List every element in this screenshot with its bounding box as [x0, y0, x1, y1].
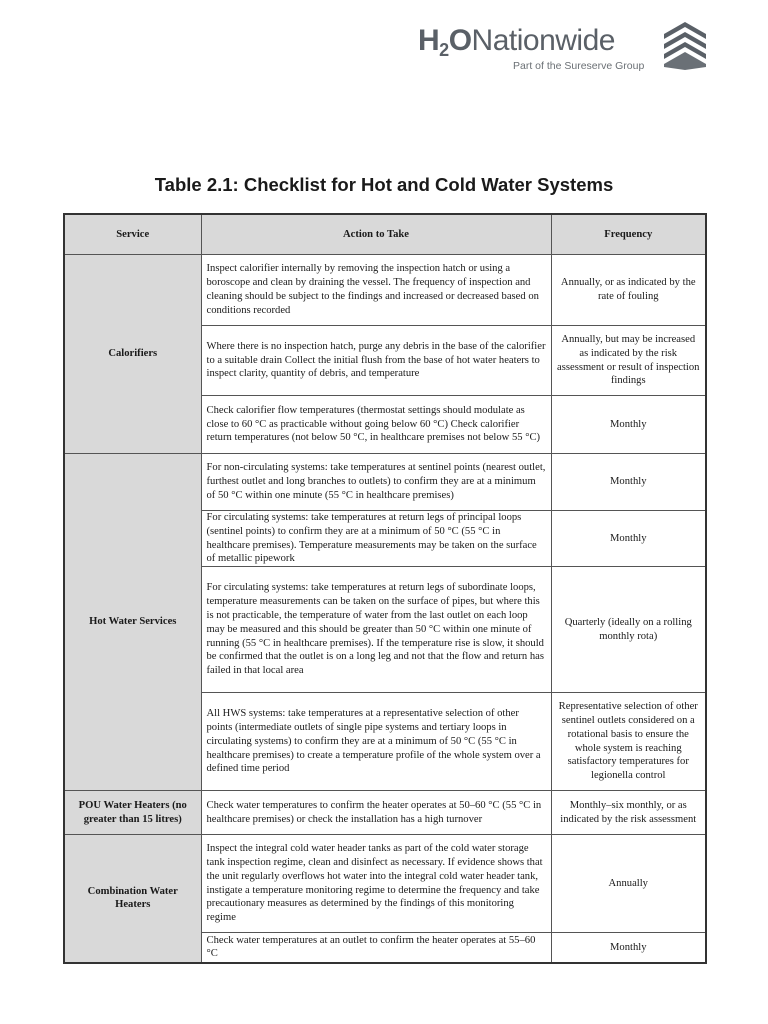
frequency-cell: Monthly: [551, 396, 706, 454]
action-cell: Check water temperatures at an outlet to confirm the heater operates at 55–60 °C: [201, 933, 551, 963]
frequency-cell: Monthly: [551, 511, 706, 567]
action-cell: For non-circulating systems: take temperatures at sentinel points (nearest outlet, furthest outlet and long branches to outlets) to confirm they are at a minimum of 50 °C within one minute (55 °C in healthcare premises): [201, 454, 551, 511]
frequency-cell: Monthly: [551, 933, 706, 963]
frequency-cell: Annually, or as indicated by the rate of fouling: [551, 255, 706, 326]
logo-subscript-2: 2: [439, 40, 449, 60]
logo-nationwide: Nationwide: [471, 24, 615, 57]
action-cell: For circulating systems: take temperatures at return legs of principal loops (sentinel points) to confirm they are at a minimum of 50 °C (55 °C in healthcare premises). Temperature measurements may be taken on the surface of metallic pipework: [201, 511, 551, 567]
table-row: [64, 791, 706, 835]
action-cell: Inspect the integral cold water header tanks as part of the cold water storage tank inspection regime, clean and disinfect as necessary. If evidence shows that the unit regularly overflows hot water into the integral cold water header tank, instigate a temperature monitoring regime to determine the frequency and take precautionary measures as determined by the findings of this monitoring regime: [201, 835, 551, 933]
checklist-table: [63, 213, 707, 964]
logo-o: O: [448, 24, 472, 57]
frequency-cell: Monthly: [551, 454, 706, 511]
frequency-cell: Annually: [551, 835, 706, 933]
action-cell: Where there is no inspection hatch, purge any debris in the base of the calorifier to a suitable drain Collect the initial flush from the base of hot water heaters to inspect clarity, quantity of debris, and temperature: [201, 326, 551, 396]
frequency-cell: Monthly–six monthly, or as indicated by the risk assessment: [551, 791, 706, 835]
logo-h: H: [418, 24, 440, 57]
frequency-cell: Representative selection of other sentinel outlets considered on a rotational basis to ensure the whole system is reaching satisfactory temperatures for legionella control: [551, 693, 706, 791]
frequency-cell: Quarterly (ideally on a rolling monthly rota): [551, 567, 706, 693]
table-row: [64, 835, 706, 933]
frequency-cell: Annually, but may be increased as indicated by the risk assessment or result of inspection findings: [551, 326, 706, 396]
header-action: Action to Take: [201, 214, 551, 255]
table-row: [64, 255, 706, 326]
table-title: Table 2.1: Checklist for Hot and Cold Water Systems: [154, 174, 614, 195]
header-service: Service: [64, 214, 201, 255]
action-cell: For circulating systems: take temperatures at return legs of subordinate loops, temperature measurements can be taken on the surface of pipes, but where this is not practicable, the temperature of water from the last outlet on each loop may be measured and this should be greater than 50 °C within one minute of running (55 °C in healthcare premises). If the temperature rise is slow, it should be confirmed that the outlet is on a long leg and not that the flow and return has failed in that local area: [201, 567, 551, 693]
logo-mark-icon: [664, 22, 706, 70]
service-combination: Combination Water Heaters: [64, 835, 201, 963]
action-cell: Check water temperatures to confirm the heater operates at 50–60 °C (55 °C in healthcare premises) or check the installation has a high turnover: [201, 791, 551, 835]
table-row: [64, 454, 706, 511]
logo-tagline: Part of the Sureserve Group: [513, 60, 645, 72]
header-frequency: Frequency: [551, 214, 706, 255]
table-header-row: [64, 214, 706, 255]
action-cell: Check calorifier flow temperatures (thermostat settings should modulate as close to 60 °C as practicable without going below 60 °C) Check calorifier return temperatures (not below 50 °C, in healthcare premises not below 55 °C): [201, 396, 551, 454]
service-hot-water: Hot Water Services: [64, 454, 201, 791]
action-cell: All HWS systems: take temperatures at a representative selection of other points (intermediate outlets of single pipe systems and tertiary loops in circulating systems) to confirm they are at a minimum of 50 °C (55 °C in healthcare premises) to create a temperature profile of the whole system over a defined time period: [201, 693, 551, 791]
service-pou: POU Water Heaters (no greater than 15 litres): [64, 791, 201, 835]
logo-wordmark: [418, 22, 615, 63]
service-calorifiers: Calorifiers: [64, 255, 201, 454]
company-logo: [418, 22, 718, 82]
action-cell: Inspect calorifier internally by removing the inspection hatch or using a boroscope and clean by draining the vessel. The frequency of inspection and cleaning should be subject to the findings and increased or decreased based on conditions recorded: [201, 255, 551, 326]
